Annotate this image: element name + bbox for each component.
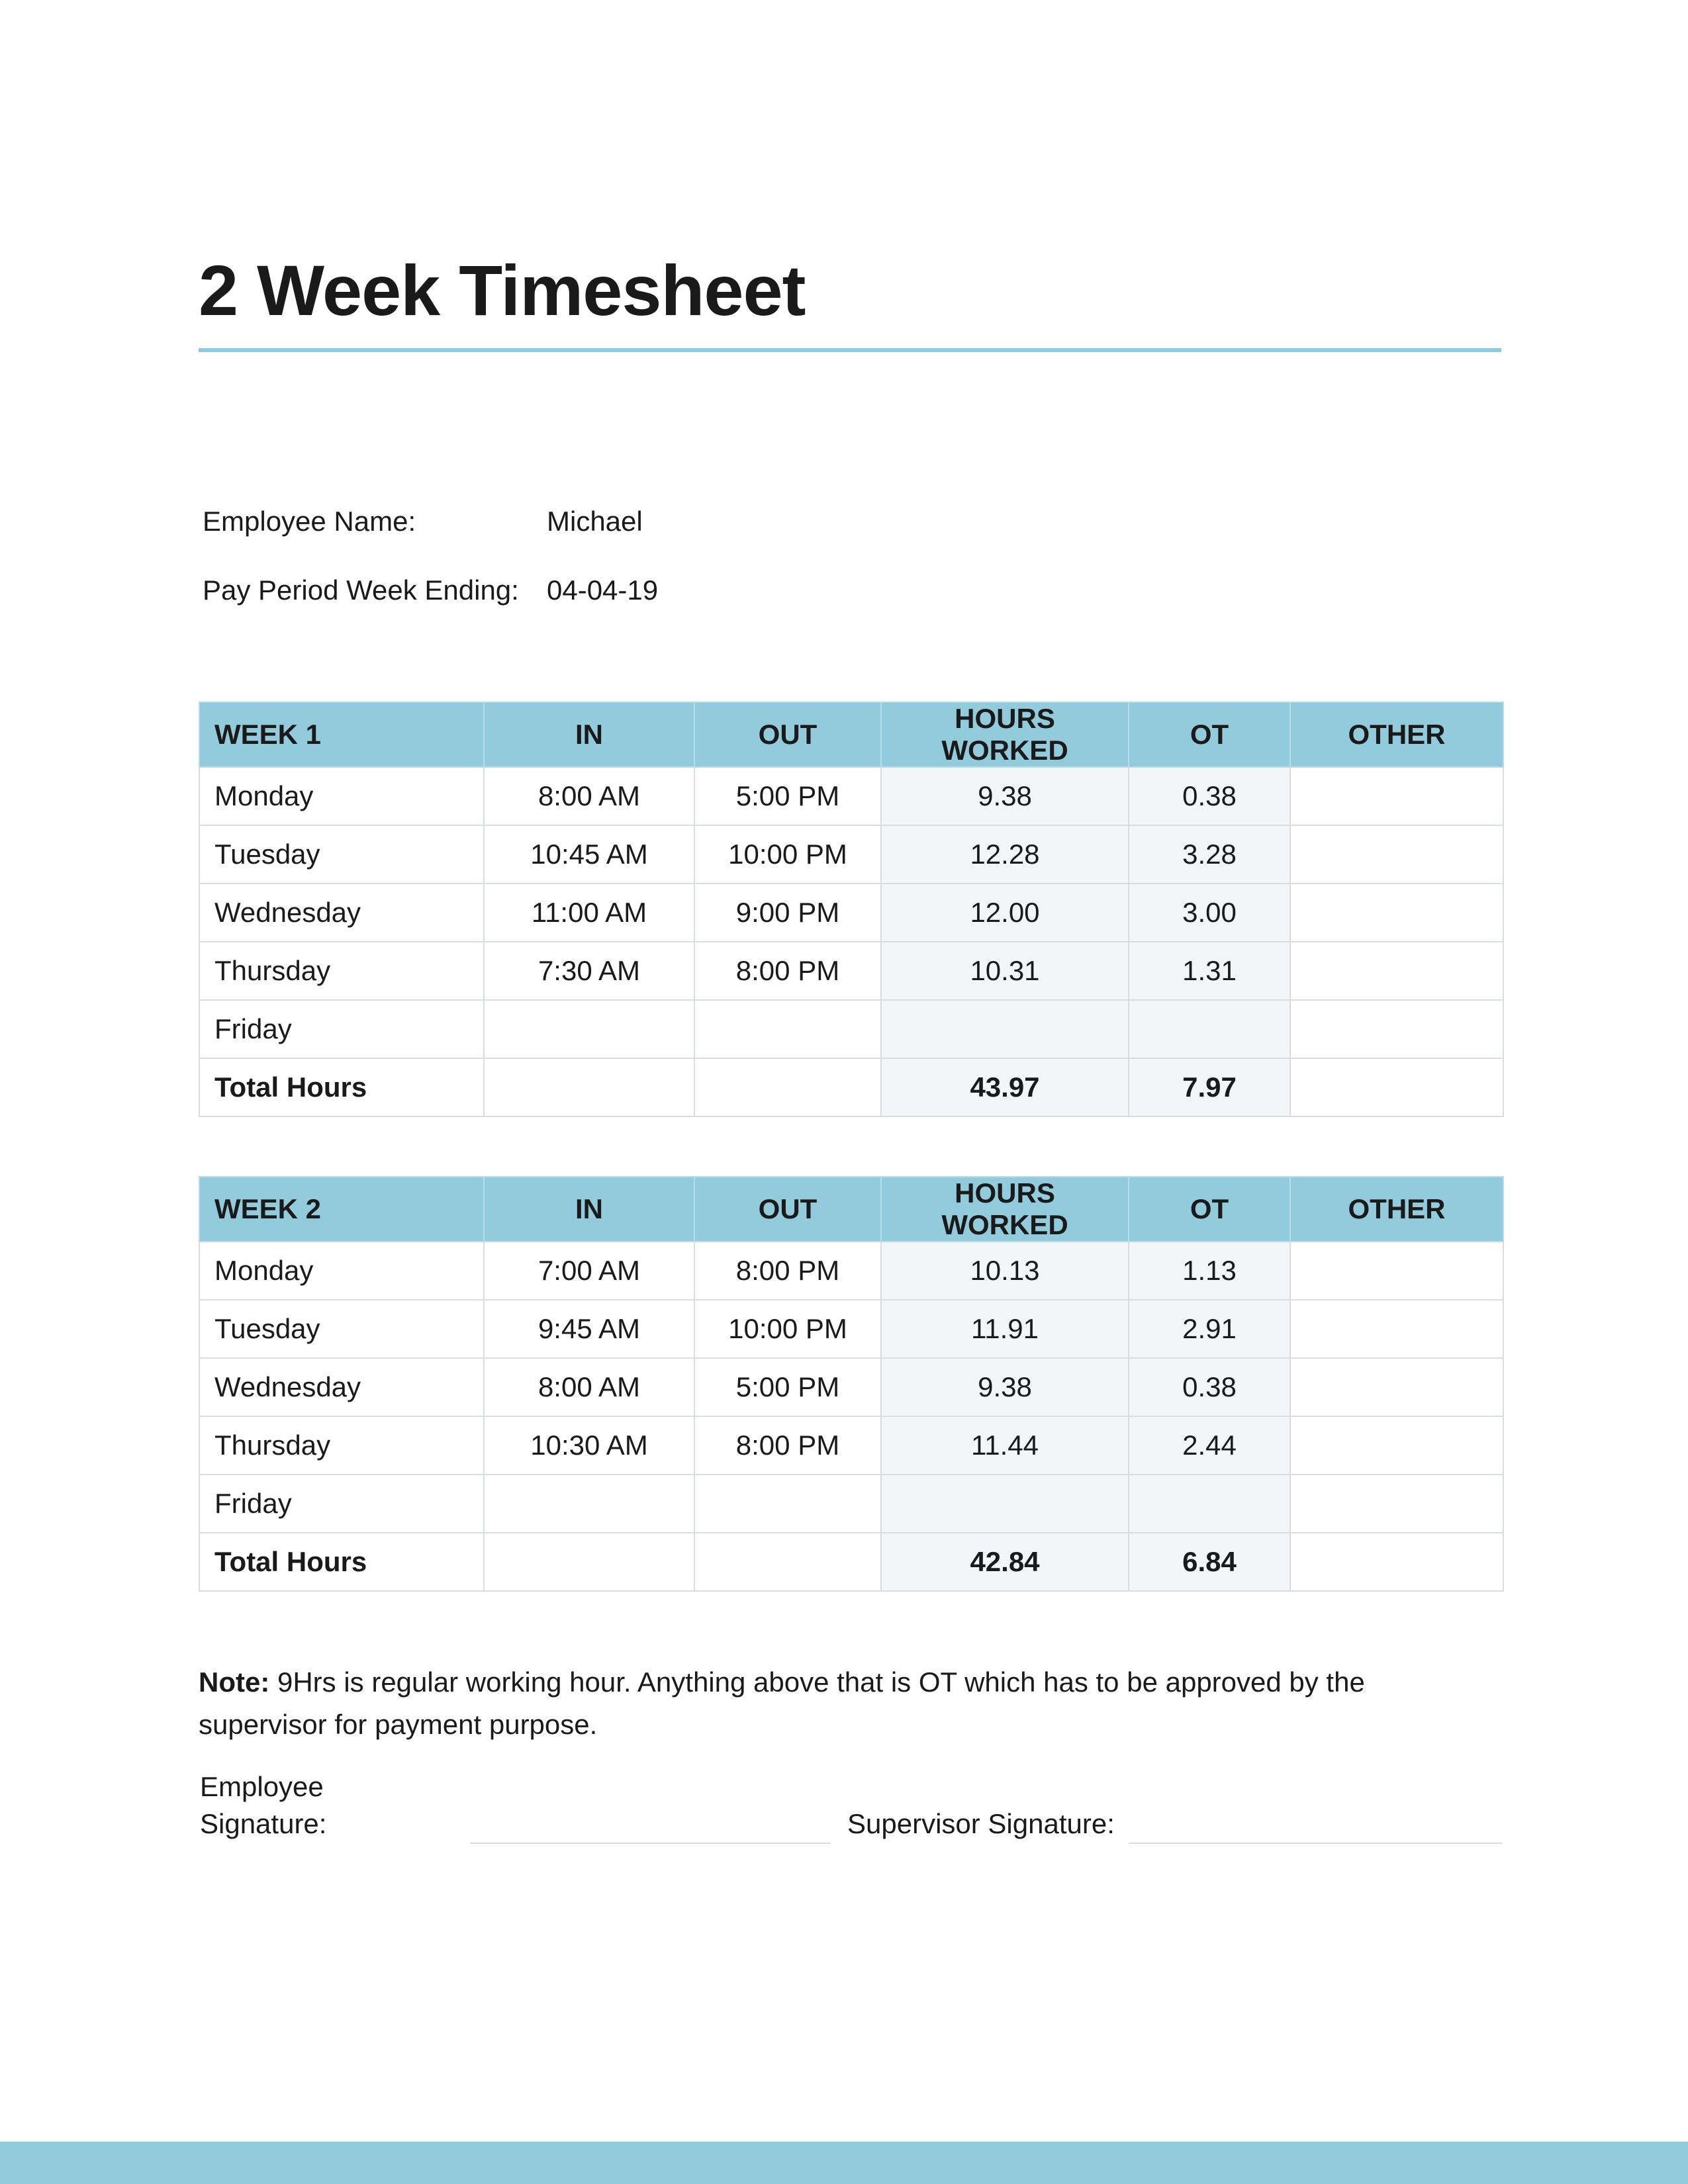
- out-cell[interactable]: 5:00 PM: [694, 767, 881, 825]
- day-cell: Tuesday: [199, 1300, 484, 1358]
- week1-table: [199, 702, 1504, 1117]
- total-hours-value: 42.84: [881, 1533, 1129, 1591]
- out-cell[interactable]: [694, 1000, 881, 1058]
- total-row: [199, 1058, 1503, 1116]
- week-header: WEEK 1: [199, 702, 484, 767]
- table-row: [199, 884, 1503, 942]
- note-label: Note:: [199, 1666, 270, 1698]
- day-cell: Thursday: [199, 1416, 484, 1475]
- day-cell: Wednesday: [199, 884, 484, 942]
- ot-cell: 0.38: [1129, 767, 1290, 825]
- col-ot-header: OT: [1129, 702, 1290, 767]
- col-in-header: IN: [484, 702, 694, 767]
- supervisor-signature-line[interactable]: [1129, 1843, 1503, 1844]
- table-header-row: [199, 1177, 1503, 1242]
- other-cell: [1290, 1533, 1503, 1591]
- other-cell[interactable]: [1290, 825, 1503, 884]
- other-cell[interactable]: [1290, 1475, 1503, 1533]
- in-cell[interactable]: 10:30 AM: [484, 1416, 694, 1475]
- in-cell[interactable]: [484, 1000, 694, 1058]
- out-cell[interactable]: [694, 1475, 881, 1533]
- day-cell: Monday: [199, 1242, 484, 1300]
- in-cell[interactable]: 7:00 AM: [484, 1242, 694, 1300]
- total-row: [199, 1533, 1503, 1591]
- hours-cell: 9.38: [881, 1358, 1129, 1416]
- ot-cell: 1.31: [1129, 942, 1290, 1000]
- out-cell[interactable]: 8:00 PM: [694, 1416, 881, 1475]
- out-cell[interactable]: 8:00 PM: [694, 1242, 881, 1300]
- total-ot-value: 7.97: [1129, 1058, 1290, 1116]
- hours-cell: 10.13: [881, 1242, 1129, 1300]
- other-cell[interactable]: [1290, 1242, 1503, 1300]
- table-row: [199, 1242, 1503, 1300]
- hours-cell: 9.38: [881, 767, 1129, 825]
- hours-cell: [881, 1475, 1129, 1533]
- out-cell[interactable]: 10:00 PM: [694, 825, 881, 884]
- out-cell[interactable]: 5:00 PM: [694, 1358, 881, 1416]
- total-label: Total Hours: [199, 1058, 484, 1116]
- other-cell[interactable]: [1290, 884, 1503, 942]
- ot-cell: 0.38: [1129, 1358, 1290, 1416]
- day-cell: Monday: [199, 767, 484, 825]
- out-cell[interactable]: 8:00 PM: [694, 942, 881, 1000]
- out-cell[interactable]: 9:00 PM: [694, 884, 881, 942]
- employee-name-value: Michael: [547, 506, 643, 537]
- total-label: Total Hours: [199, 1533, 484, 1591]
- title-divider: [199, 348, 1501, 352]
- out-cell: [694, 1533, 881, 1591]
- employee-signature-label: Employee Signature:: [200, 1771, 327, 1839]
- hours-cell: 11.91: [881, 1300, 1129, 1358]
- in-cell[interactable]: [484, 1475, 694, 1533]
- employee-name-row: [203, 506, 643, 537]
- other-cell[interactable]: [1290, 767, 1503, 825]
- ot-cell: 3.28: [1129, 825, 1290, 884]
- col-other-header: OTHER: [1290, 1177, 1503, 1242]
- in-cell[interactable]: 11:00 AM: [484, 884, 694, 942]
- col-other-header: OTHER: [1290, 702, 1503, 767]
- other-cell[interactable]: [1290, 1358, 1503, 1416]
- total-ot-value: 6.84: [1129, 1533, 1290, 1591]
- table-header-row: [199, 702, 1503, 767]
- ot-cell: 2.44: [1129, 1416, 1290, 1475]
- total-hours-value: 43.97: [881, 1058, 1129, 1116]
- col-in-header: IN: [484, 1177, 694, 1242]
- in-cell[interactable]: 10:45 AM: [484, 825, 694, 884]
- day-cell: Friday: [199, 1475, 484, 1533]
- week-header: WEEK 2: [199, 1177, 484, 1242]
- note-text: 9Hrs is regular working hour. Anything above that is OT which has to be approved by the supervisor for payment purpose.: [199, 1666, 1365, 1740]
- in-cell: [484, 1058, 694, 1116]
- table-row: [199, 825, 1503, 884]
- table-row: [199, 1416, 1503, 1475]
- ot-cell: [1129, 1475, 1290, 1533]
- col-out-header: OUT: [694, 702, 881, 767]
- ot-cell: 1.13: [1129, 1242, 1290, 1300]
- table-row: [199, 942, 1503, 1000]
- hours-cell: 12.28: [881, 825, 1129, 884]
- in-cell[interactable]: 8:00 AM: [484, 1358, 694, 1416]
- table-row: [199, 767, 1503, 825]
- out-cell: [694, 1058, 881, 1116]
- col-hours-header: HOURS WORKED: [881, 1177, 1129, 1242]
- in-cell[interactable]: 8:00 AM: [484, 767, 694, 825]
- ot-cell: 3.00: [1129, 884, 1290, 942]
- hours-cell: 10.31: [881, 942, 1129, 1000]
- day-cell: Wednesday: [199, 1358, 484, 1416]
- hours-cell: 12.00: [881, 884, 1129, 942]
- day-cell: Thursday: [199, 942, 484, 1000]
- page-title: 2 Week Timesheet: [199, 250, 806, 330]
- employee-signature-line[interactable]: [470, 1843, 831, 1844]
- footer-bar: [0, 2142, 1688, 2184]
- ot-cell: [1129, 1000, 1290, 1058]
- col-hours-header: HOURS WORKED: [881, 702, 1129, 767]
- other-cell[interactable]: [1290, 1000, 1503, 1058]
- table-row: [199, 1475, 1503, 1533]
- day-cell: Tuesday: [199, 825, 484, 884]
- ot-cell: 2.91: [1129, 1300, 1290, 1358]
- other-cell: [1290, 1058, 1503, 1116]
- other-cell[interactable]: [1290, 942, 1503, 1000]
- hours-cell: 11.44: [881, 1416, 1129, 1475]
- supervisor-signature-label: Supervisor Signature:: [847, 1808, 1115, 1839]
- in-cell: [484, 1533, 694, 1591]
- out-cell[interactable]: 10:00 PM: [694, 1300, 881, 1358]
- table-row: [199, 1300, 1503, 1358]
- pay-period-label: Pay Period Week Ending:: [203, 574, 519, 606]
- in-cell[interactable]: 7:30 AM: [484, 942, 694, 1000]
- pay-period-row: [203, 574, 658, 606]
- day-cell: Friday: [199, 1000, 484, 1058]
- employee-name-label: Employee Name:: [203, 506, 416, 537]
- note-paragraph: [199, 1661, 1403, 1746]
- other-cell[interactable]: [1290, 1416, 1503, 1475]
- week2-table: [199, 1176, 1504, 1592]
- pay-period-value: 04-04-19: [547, 574, 659, 606]
- other-cell[interactable]: [1290, 1300, 1503, 1358]
- table-row: [199, 1358, 1503, 1416]
- col-out-header: OUT: [694, 1177, 881, 1242]
- col-ot-header: OT: [1129, 1177, 1290, 1242]
- hours-cell: [881, 1000, 1129, 1058]
- in-cell[interactable]: 9:45 AM: [484, 1300, 694, 1358]
- table-row: [199, 1000, 1503, 1058]
